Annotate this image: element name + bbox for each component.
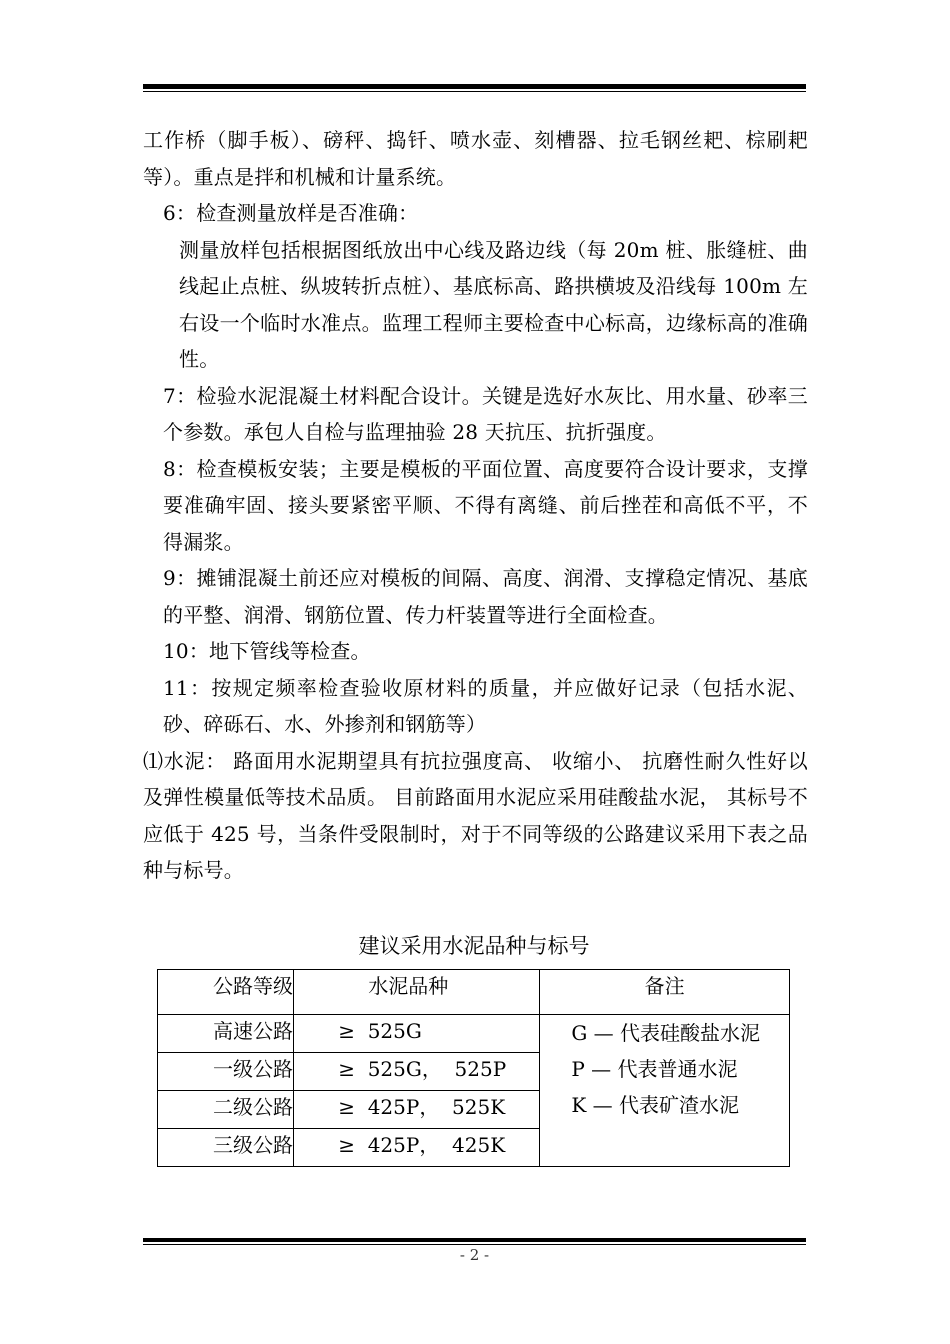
paragraph: 6：检查测量放样是否准确： [163, 201, 419, 225]
grade-cell: 三级公路 [158, 1129, 294, 1167]
table-caption: 建议采用水泥品种与标号 [358, 934, 590, 958]
note-line: G — 代表硅酸盐水泥 [571, 1021, 761, 1045]
paragraph: ⑴水泥： 路面用水泥期望具有抗拉强度高、 收缩小、 抗磨性耐久性好以及弹性模量低等技术品质。 目前路面用水泥应采用硅酸盐水泥， 其标号不应低于 425 号，当条件受限制时，对于不同等级的公路建议采用下表之品种与标号。 [143, 748, 808, 882]
grade-cell: 一级公路 [158, 1053, 294, 1091]
body-text [143, 122, 808, 889]
cement-cell: ≥ 525G [294, 1015, 540, 1053]
header-rule-thick [143, 84, 806, 89]
cement-table [157, 969, 790, 1167]
cement-cell: ≥ 525G， 525P [294, 1053, 540, 1091]
grade-cell: 高速公路 [158, 1015, 294, 1053]
table-row [158, 1015, 790, 1053]
footer-rule-thin [143, 1244, 806, 1245]
paragraph: 7：检验水泥混凝土材料配合设计。关键是选好水灰比、用水量、砂率三个参数。承包人自检与监理抽验 28 天抗压、抗折强度。 [163, 383, 808, 444]
paragraph: 工作桥（脚手板）、磅秤、捣钎、喷水壶、刻槽器、拉毛钢丝耙、棕刷耙等）。重点是拌和机械和计量系统。 [143, 128, 808, 189]
paragraph: 9：摊铺混凝土前还应对模板的间隔、高度、润滑、支撑稳定情况、基底的平整、润滑、钢筋位置、传力杆装置等进行全面检查。 [163, 566, 808, 627]
header-cell: 公路等级 [158, 970, 294, 1015]
paragraph: 11：按规定频率检查验收原材料的质量，并应做好记录（包括水泥、砂、碎砾石、水、外掺剂和钢筋等） [163, 675, 808, 736]
footer-rule-thick [143, 1238, 806, 1242]
cement-cell: ≥ 425P， 525K [294, 1091, 540, 1129]
note-line: K — 代表矿渣水泥 [571, 1093, 739, 1117]
grade-cell: 二级公路 [158, 1091, 294, 1129]
notes-cell [540, 1015, 790, 1167]
header-rule-thin [143, 91, 806, 92]
page-number: - 2 - [459, 1246, 490, 1264]
note-line: P — 代表普通水泥 [571, 1057, 738, 1081]
paragraph: 8：检查模板安装；主要是模板的平面位置、高度要符合设计要求，支撑要准确牢固、接头要紧密平顺、不得有离缝、前后挫茬和高低不平，不得漏浆。 [163, 456, 808, 554]
paragraph: 测量放样包括根据图纸放出中心线及路边线（每 20m 桩、胀缝桩、曲线起止点桩、纵坡转折点桩）、基底标高、路拱横坡及沿线每 100m 左右设一个临时水准点。监理工程师主要检查中心标高，边缘标高的准确性。 [179, 237, 808, 371]
header-cell: 备注 [540, 970, 790, 1015]
header-cell: 水泥品种 [294, 970, 540, 1015]
paragraph: 10：地下管线等检查。 [163, 639, 371, 663]
cement-cell: ≥ 425P， 425K [294, 1129, 540, 1167]
table-header-row [158, 970, 790, 1015]
